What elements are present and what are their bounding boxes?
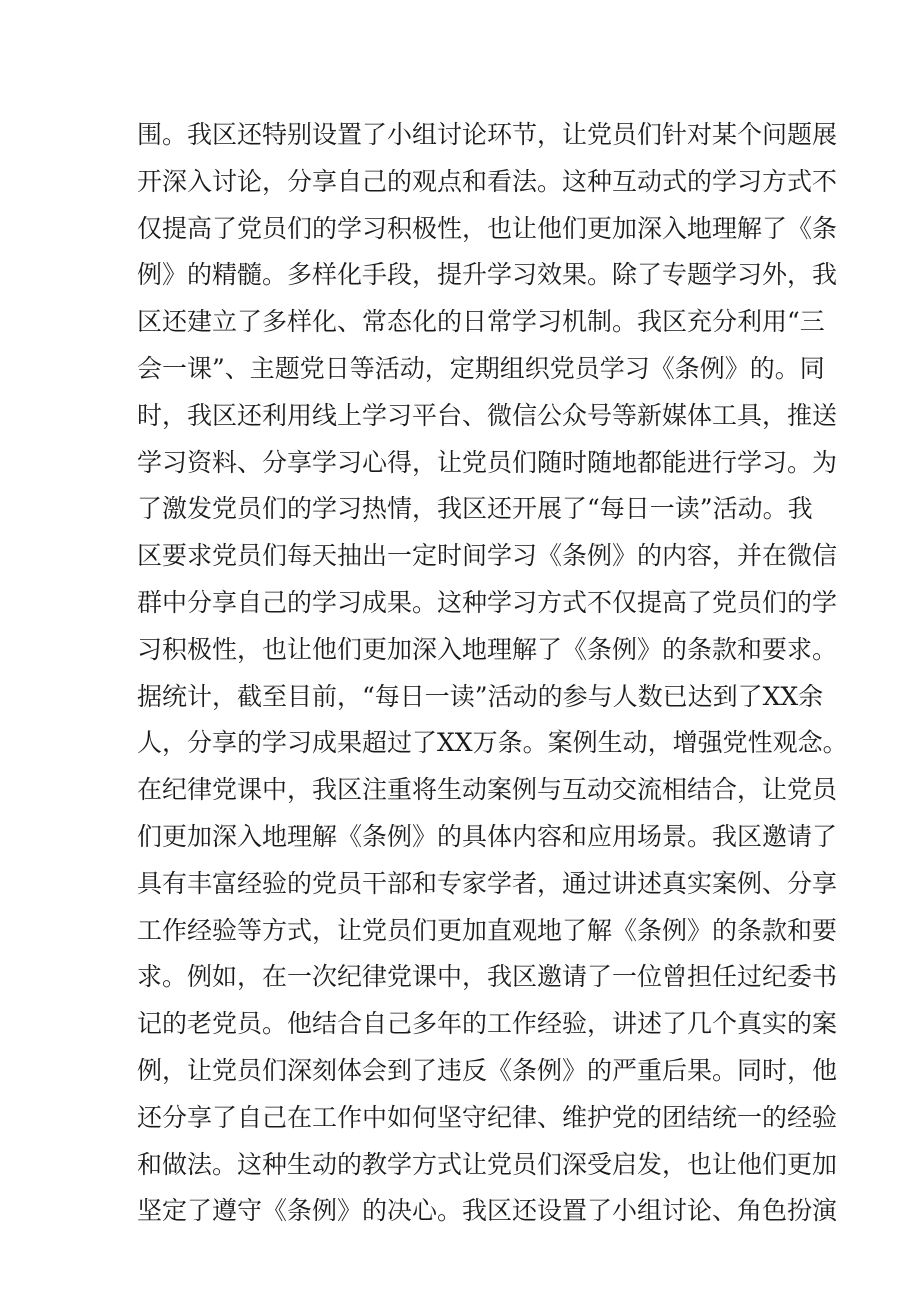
text-line: 区要求党员们每天抽出一定时间学习《条例》的内容，并在微信 xyxy=(137,541,838,571)
text-line: 仅提高了党员们的学习积极性，也让他们更加深入地理解了《条 xyxy=(137,213,838,243)
text-line: 区还建立了多样化、常态化的日常学习机制。我区充分利用“三 xyxy=(137,307,825,337)
text-line: 记的老党员。他结合自己多年的工作经验，讲述了几个真实的案 xyxy=(137,1009,838,1039)
text-line: 还分享了自己在工作中如何坚守纪律、维护党的团结统一的经验 xyxy=(137,1102,838,1132)
text-line: 开深入讨论，分享自己的观点和看法。这种互动式的学习方式不 xyxy=(137,166,838,196)
text-line: 坚定了遵守《条例》的决心。我区还设置了小组讨论、角色扮演 xyxy=(137,1196,838,1226)
text-line: 求。例如，在一次纪律党课中，我区邀请了一位曾担任过纪委书 xyxy=(137,962,838,992)
text-line: 时，我区还利用线上学习平台、微信公众号等新媒体工具，推送 xyxy=(137,400,838,430)
body-text xyxy=(137,112,848,1235)
text-line: 群中分享自己的学习成果。这种学习方式不仅提高了党员们的学 xyxy=(137,587,838,617)
text-line: 工作经验等方式，让党员们更加直观地了解《条例》的条款和要 xyxy=(137,915,838,945)
text-line: 例》的精髓。多样化手段，提升学习效果。除了专题学习外，我 xyxy=(137,260,838,290)
text-line: 学习资料、分享学习心得，让党员们随时随地都能进行学习。为 xyxy=(137,447,838,477)
text-line: 了激发党员们的学习热情，我区还开展了“每日一读”活动。我 xyxy=(137,494,813,524)
text-line: 习积极性，也让他们更加深入地理解了《条例》的条款和要求。 xyxy=(137,634,838,664)
text-line: 和做法。这种生动的教学方式让党员们深受启发，也让他们更加 xyxy=(137,1149,838,1179)
text-line: 们更加深入地理解《条例》的具体内容和应用场景。我区邀请了 xyxy=(137,821,838,851)
text-line: 具有丰富经验的党员干部和专家学者，通过讲述真实案例、分享 xyxy=(137,868,838,898)
text-line: 围。我区还特别设置了小组讨论环节，让党员们针对某个问题展 xyxy=(137,120,838,149)
text-line: 在纪律党课中，我区注重将生动案例与互动交流相结合，让党员 xyxy=(137,775,838,805)
text-line: 会一课”、主题党日等活动，定期组织党员学习《条例》的。同 xyxy=(137,353,825,383)
text-line: 人，分享的学习成果超过了XX万条。案例生动，增强党性观念。 xyxy=(137,728,848,758)
text-line: 例，让党员们深刻体会到了违反《条例》的严重后果。同时，他 xyxy=(137,1055,838,1085)
text-line: 据统计，截至目前，“每日一读”活动的参与人数已达到了XX余 xyxy=(137,681,824,711)
